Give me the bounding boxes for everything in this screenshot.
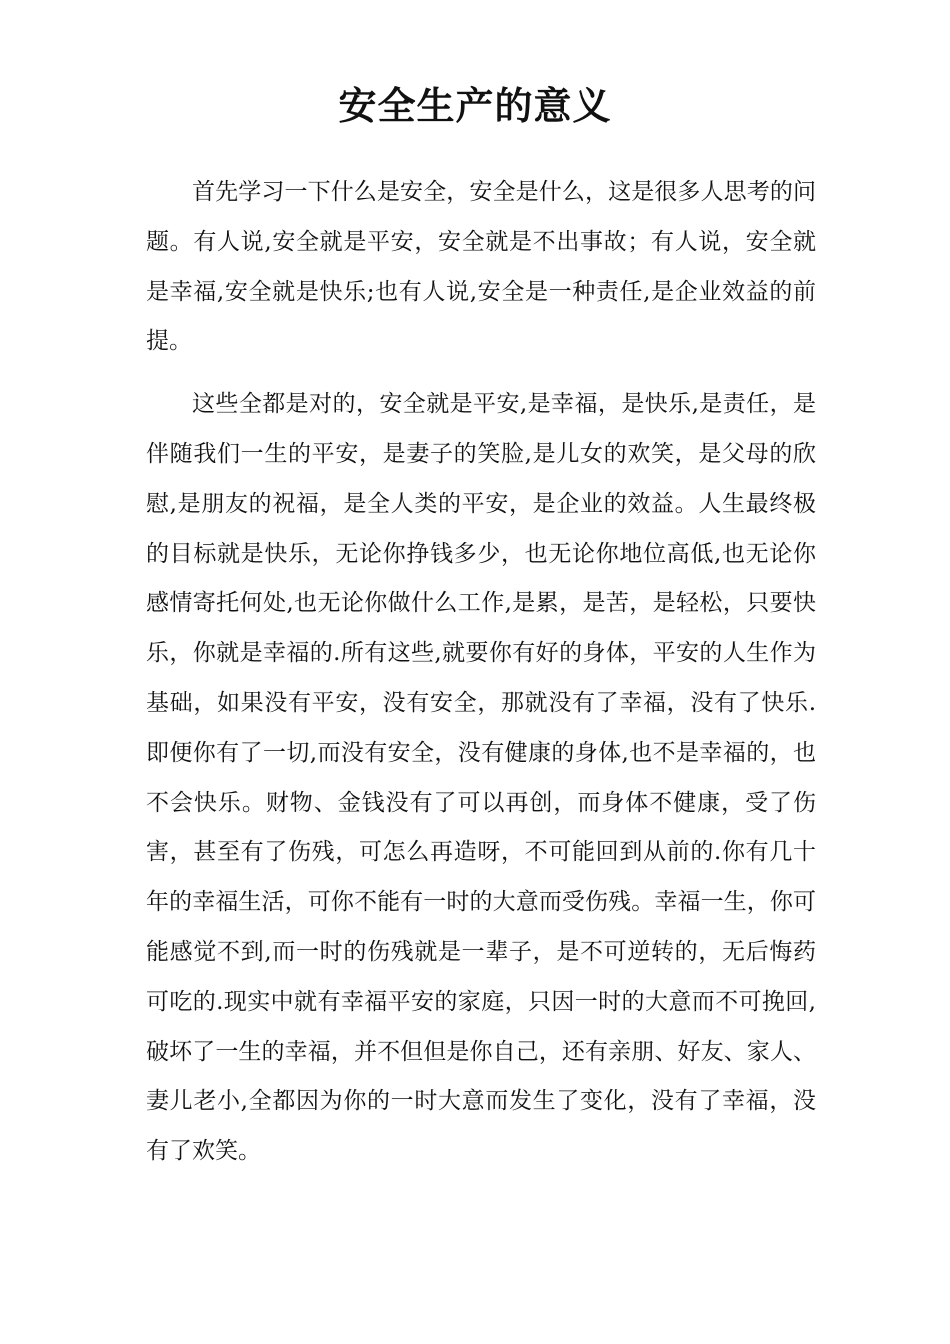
document-title: 安全生产的意义 — [338, 84, 612, 128]
document-body — [146, 168, 816, 1177]
paragraph-1: 首先学习一下什么是安全，安全是什么，这是很多人思考的问题。有人说,安全就是平安，安全就是不出事故；有人说，安全就是幸福,安全就是快乐;也有人说,安全是一种责任,是企业效益的前提。 — [146, 179, 816, 355]
paragraph-2: 这些全都是对的，安全就是平安,是幸福，是快乐,是责任，是伴随我们一生的平安，是妻子的笑脸,是儿女的欢笑，是父母的欣慰,是朋友的祝福，是全人类的平安，是企业的效益。人生最终极的目标就是快乐，无论你挣钱多少，也无论你地位高低,也无论你感情寄托何处,也无论你做什么工作,是累，是苦，是轻松，只要快乐，你就是幸福的.所有这些,就要你有好的身体，平安的人生作为基础，如果没有平安，没有安全，那就没有了幸福，没有了快乐.即便你有了一切,而没有安全，没有健康的身体,也不是幸福的，也不会快乐。财物、金钱没有了可以再创，而身体不健康，受了伤害，甚至有了伤残，可怎么再造呀，不可能回到从前的.你有几十年的幸福生活，可你不能有一时的大意而受伤残。幸福一生，你可能感觉不到,而一时的伤残就是一辈子，是不可逆转的，无后悔药可吃的.现实中就有幸福平安的家庭，只因一时的大意而不可挽回,破坏了一生的幸福，并不但但是你自己，还有亲朋、好友、家人、妻儿老小,全都因为你的一时大意而发生了变化，没有了幸福，没有了欢笑。 — [146, 391, 816, 1165]
